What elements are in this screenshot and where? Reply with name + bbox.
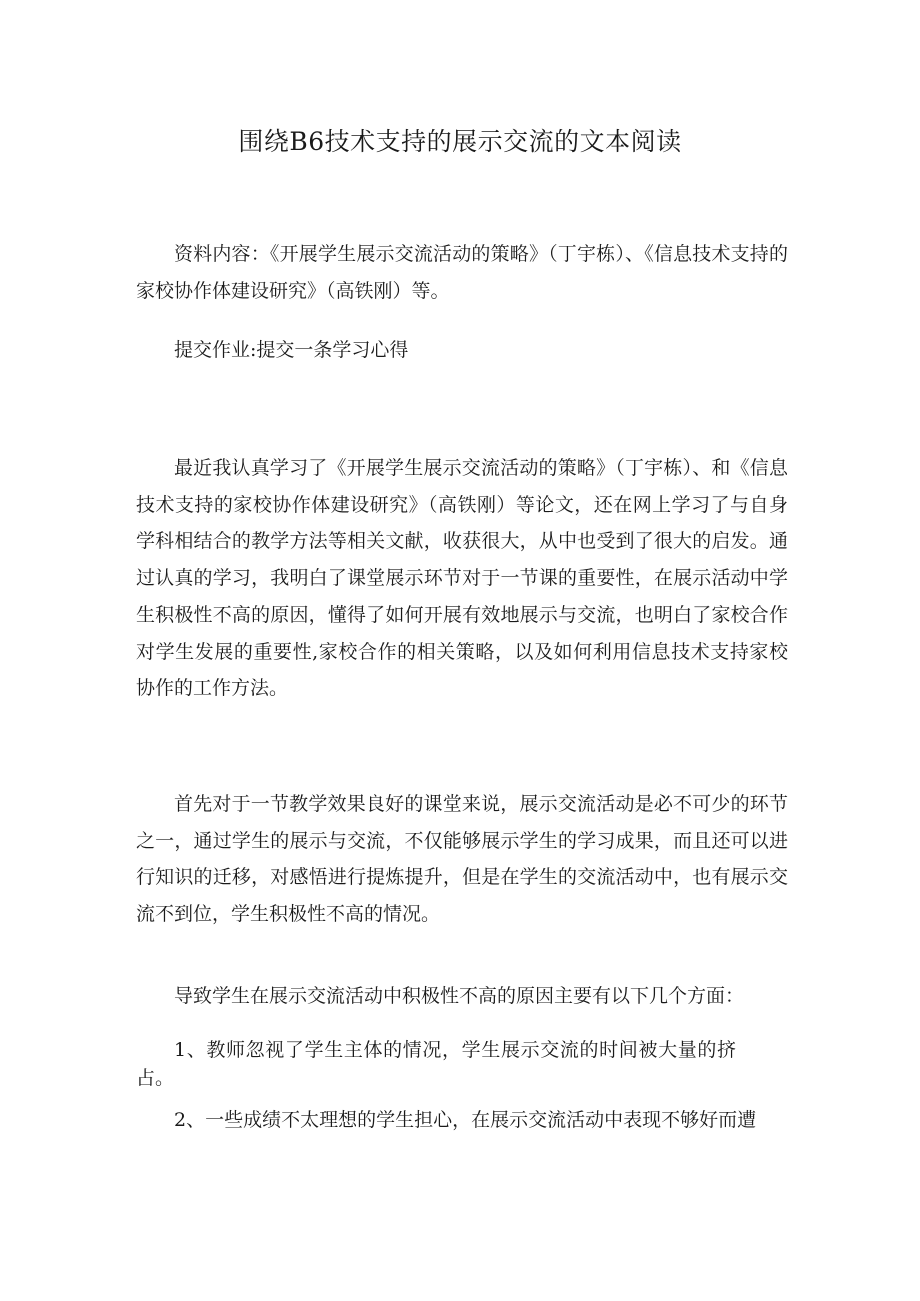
body-paragraph-1: 最近我认真学习了《开展学生展示交流活动的策略》（丁宇栋）、和《信息技术支持的家校协作体建设研究》（高铁刚）等论文，还在网上学习了与自身学科相结合的教学方法等相关文献，收获很大，从中也受到了很大的启发。通过认真的学习，我明白了课堂展示环节对于一节课的重要性，在展示活动中学生积极性不高的原因，懂得了如何开展有效地展示与交流，也明白了家校合作对学生发展的重要性,家校合作的相关策略，以及如何利用信息技术支持家校协作的工作方法。 xyxy=(136,457,788,700)
body-paragraph-3: 导致学生在展示交流活动中积极性不高的原因主要有以下几个方面： xyxy=(174,985,745,1007)
list-item-1: 1、教师忽视了学生主体的情况，学生展示交流的时间被大量的挤占。 xyxy=(136,1039,736,1089)
assignment-paragraph: 提交作业:提交一条学习心得 xyxy=(174,339,409,361)
materials-paragraph: 资料内容：《开展学生展示交流活动的策略》（丁宇栋）、《信息技术支持的家校协作体建设研究》（高铁刚）等。 xyxy=(136,243,788,302)
body-paragraph-2: 首先对于一节教学效果良好的课堂来说，展示交流活动是必不可少的环节之一，通过学生的展示与交流，不仅能够展示学生的学习成果，而且还可以进行知识的迁移，对感悟进行提炼提升，但是在学生的交流活动中，也有展示交流不到位，学生积极性不高的情况。 xyxy=(136,793,788,926)
document-title: 围绕B6技术支持的展示交流的文本阅读 xyxy=(238,127,682,156)
list-item-2: 2、一些成绩不太理想的学生担心，在展示交流活动中表现不够好而遭 xyxy=(174,1109,757,1131)
